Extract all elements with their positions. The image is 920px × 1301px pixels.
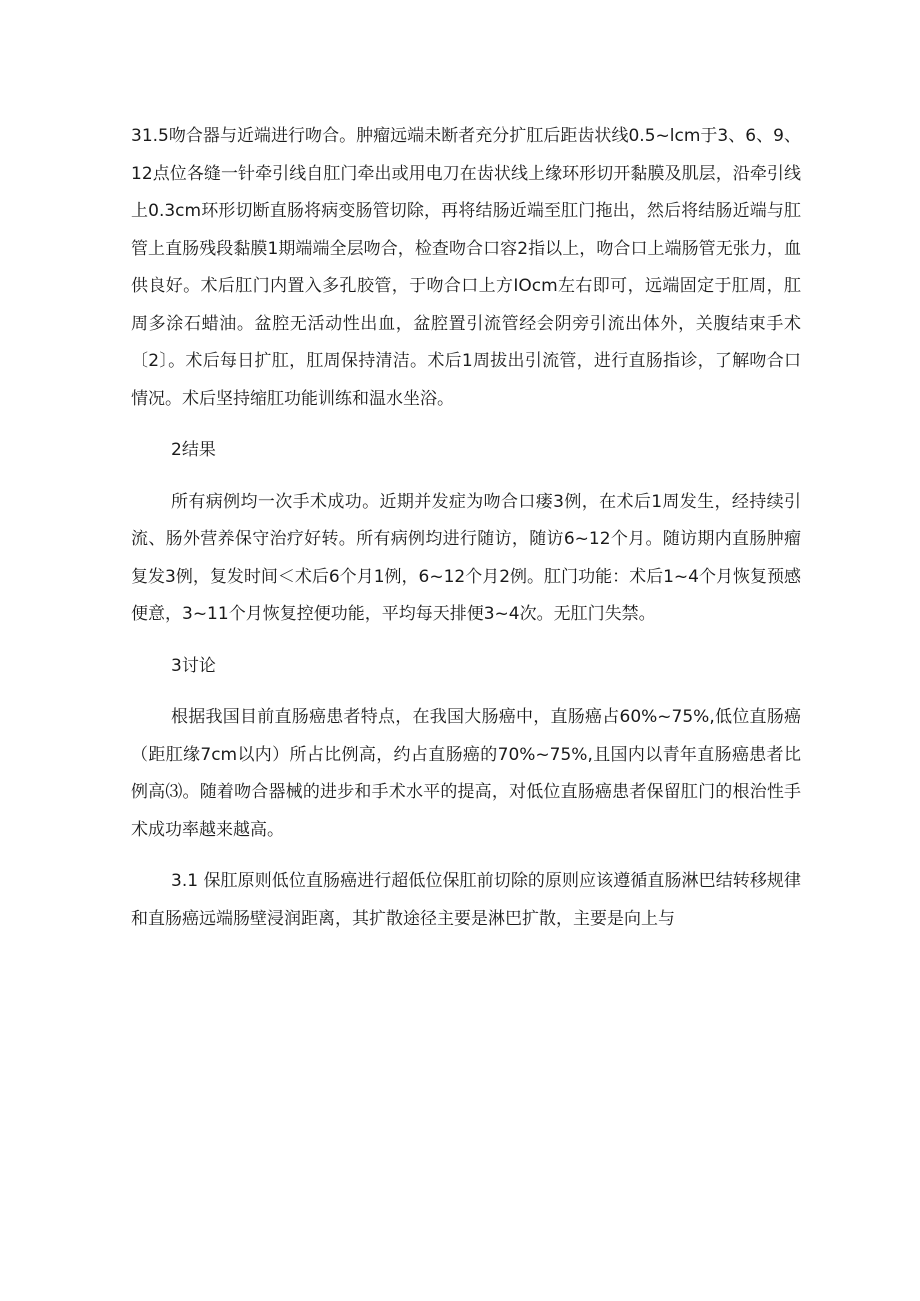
section-heading-results: 2结果 <box>171 440 216 460</box>
document-page <box>131 118 801 938</box>
paragraph-principles: 3.1 保肛原则低位直肠癌进行超低位保肛前切除的原则应该遵循直肠淋巴结转移规律和直肠癌远端肠壁浸润距离，其扩散途径主要是淋巴扩散，主要是向上与 <box>131 871 801 929</box>
paragraph-surgical-procedure: 31.5吻合器与近端进行吻合。肿瘤远端未断者充分扩肛后距齿状线0.5~lcm于3、6、9、12点位各缝一针牵引线自肛门牵出或用电刀在齿状线上缘环形切开黏膜及肌层，沿牵引线上0.3cm环形切断直肠将病变肠管切除，再将结肠近端至肛门拖出，然后将结肠近端与肛管上直肠残段黏膜1期端端全层吻合，检查吻合口容2指以上，吻合口上端肠管无张力，血供良好。术后肛门内置入多孔胶管，于吻合口上方IOcm左右即可，远端固定于肛周，肛周多涂石蜡油。盆腔无活动性出血，盆腔置引流管经会阴旁引流出体外，关腹结束手术〔2〕。术后每日扩肛，肛周保持清洁。术后1周拔出引流管，进行直肠指诊，了解吻合口情况。术后坚持缩肛功能训练和温水坐浴。 <box>131 126 801 409</box>
section-heading-discussion: 3讨论 <box>171 655 216 676</box>
paragraph-results: 所有病例均一次手术成功。近期并发症为吻合口瘘3例，在术后1周发生，经持续引流、肠外营养保守治疗好转。所有病例均进行随访，随访6~12个月。随访期内直肠肿瘤复发3例，复发时间＜术后6个月1例，6~12个月2例。肛门功能：术后1~4个月恢复预感便意，3~11个月恢复控便功能，平均每天排便3~4次。无肛门失禁。 <box>131 491 801 624</box>
paragraph-discussion: 根据我国目前直肠癌患者特点，在我国大肠癌中，直肠癌占60%~75%,低位直肠癌（距肛缘7cm以内）所占比例高，约占直肠癌的70%~75%,且国内以青年直肠癌患者比例高⑶。随着吻合器械的进步和手术水平的提高，对低位直肠癌患者保留肛门的根治性手术成功率越来越高。 <box>131 707 801 840</box>
